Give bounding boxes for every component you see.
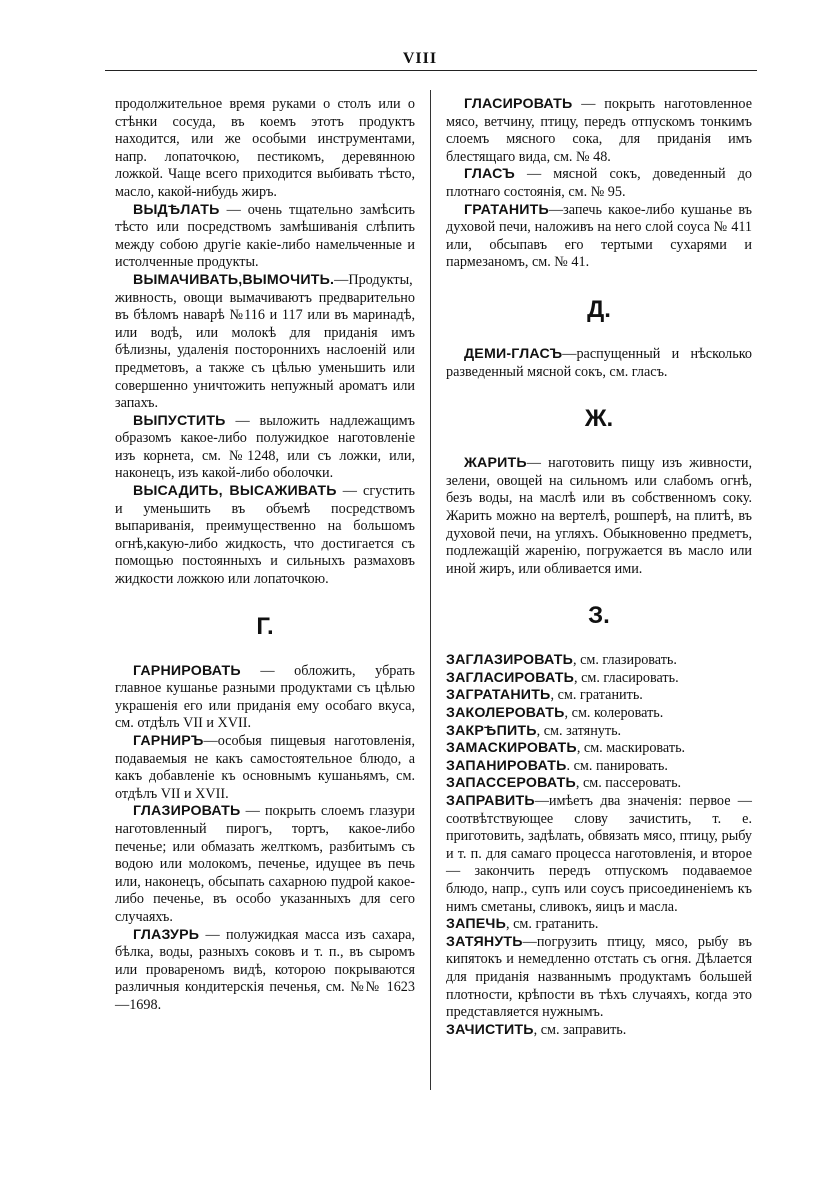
headword: ВЫДѢЛАТЬ: [133, 201, 220, 218]
headword: ЗАГРАТАНИТЬ: [446, 687, 551, 704]
definition: , см. гратанить.: [550, 687, 643, 704]
dictionary-entry: [115, 413, 415, 483]
headword: ЗАГЛАСИРОВАТЬ: [446, 669, 574, 686]
dictionary-entry: [446, 96, 752, 166]
definition: , см. глазировать.: [572, 652, 677, 669]
dictionary-entry: [446, 166, 752, 201]
dictionary-entry: [446, 793, 752, 916]
definition: , см. пассеровать.: [575, 775, 682, 792]
dictionary-entry: [115, 733, 415, 803]
definition: — обложить, убрать главное кушанье разными продуктами съ цѣлью украшенія его или приданія ему особаго вкуса, см. отдѣлъ VII и XVII.: [115, 662, 415, 732]
headword: ЗАПРАВИТЬ: [446, 793, 535, 810]
dictionary-entry: [115, 202, 415, 272]
definition: , см. затянуть.: [536, 722, 622, 739]
continued-text: продолжительное время руками о столъ или о стѣнки сосуда, въ коемъ этотъ продуктъ находится, или же особыми инструментами, напр. лопаточкою, пестикомъ, деревянною ложкой. Чаще всего приходится выбивать тѣсто, масло, какой-нибудь жиръ.: [115, 96, 415, 200]
dictionary-entry: [446, 916, 752, 934]
dictionary-entry: [446, 670, 752, 688]
dictionary-entry: [446, 455, 752, 578]
definition: , см. гратанить.: [505, 916, 599, 933]
definition: — полужидкая масса изъ сахара, бѣлка, воды, разныхъ соковъ и т. п., въ сыромъ или провареномъ видѣ, которою покрываются различныя кондитерскія печенья, см. №№ 1623—1698.: [115, 926, 415, 1013]
headword: ВЫСАДИТЬ, ВЫСАЖИВАТЬ: [133, 483, 337, 500]
dictionary-entry: [446, 1022, 752, 1040]
section-letter-z: З.: [588, 602, 610, 630]
definition: — покрыть наготовленное мясо, ветчину, птицу, передъ отпускомъ тонкимъ слоемъ мясного сока, для приданія имъ блестящаго вида, см. № 48.: [446, 96, 752, 165]
headword: ГЛАСИРОВАТЬ: [464, 96, 573, 112]
headword: ЗАПЕЧЬ: [446, 916, 506, 933]
dictionary-entry: [446, 723, 752, 741]
headword: ЗАМАСКИРОВАТЬ: [446, 740, 577, 757]
definition: — наготовить пищу изъ живности, зелени, овощей на сильномъ или слабомъ огнѣ, безъ воды, на маслѣ или въ собственномъ соку. Жарить можно на вертелѣ, рошперѣ, на плитѣ, въ духовой печи, на угляхъ. Обыкновенно предметъ, подлежащій жаренію, погружается въ масло или иной жиръ, или обливается ими.: [446, 455, 752, 577]
definition: — сгустить и уменьшить въ объемѣ посредствомъ выпариванія, преимущественно на большомъ огнѣ,какую-либо жидкость, что достигается съ помощью постоянныхъ и сильныхъ размаховъ жидкости ложкою или лопаточкою.: [115, 483, 415, 588]
definition: —Продукты, живность, овощи вымачиваютъ предварительно въ бѣломъ наварѣ №116 и 117 или въ маринадѣ, или водѣ, или молокѣ для приданія имъ бѣлизны, удаленія постороннихъ наслоеній или предметовъ, а также съ цѣлью уменьшить или совершенно уничтожить непужный ароматъ или запахъ.: [115, 271, 415, 412]
dictionary-entry: [115, 483, 415, 589]
headword: ГАРНИРОВАТЬ: [133, 662, 241, 679]
definition: —особыя пищевыя наготовленія, подаваемыя не какъ самостоятельное блюдо, а какъ добавленіе къ основнымъ кушаньямъ, см. отдѣлъ VII и XVII.: [115, 733, 415, 802]
dictionary-entry: [446, 775, 752, 793]
section-letter-d: Д.: [587, 295, 611, 323]
definition: —погрузить птицу, мясо, рыбу въ кипятокъ и немедленно отстать съ огня. Дѣлается для приданія названнымъ продуктамъ большей плотности, крѣпости въ тѣхъ случаяхъ, когда это представляется нужнымъ.: [446, 933, 752, 1021]
section-letter-zh: Ж.: [584, 405, 614, 433]
headword: ЗАЧИСТИТЬ: [446, 1021, 534, 1038]
headword: ГРАТАНИТЬ: [464, 201, 549, 218]
definition: , см. заправить.: [533, 1021, 627, 1038]
headword: ЗАПАССЕРОВАТЬ: [446, 775, 576, 792]
definition: — мясной сокъ, доведенный до плотнаго состоянія, см. № 95.: [446, 166, 752, 200]
definition: —распущенный и нѣсколько разведенный мясной сокъ, см. гласъ.: [446, 345, 752, 380]
definition: — очень тщательно замѣсить тѣсто или посредствомъ замѣшиванія слѣпить между собою другіе какіе-либо намельченные и истолченные продукты.: [115, 201, 415, 271]
dictionary-entry: [446, 934, 752, 1022]
headword: ЗАТЯНУТЬ: [446, 933, 523, 950]
headword: ЗАПАНИРОВАТЬ: [446, 757, 567, 774]
headword: ДЕМИ-ГЛАСЪ: [464, 345, 563, 362]
dictionary-entry: [115, 927, 415, 1015]
headword: ВЫПУСТИТЬ: [133, 412, 226, 429]
definition: — выложить надлежащимъ образомъ какое-либо полужидкое наготовленіе изъ корнета, см. №1248, или съ ложки, или, наконецъ, изъ какой-либо оболочки.: [115, 412, 415, 482]
headword: ЖАРИТЬ: [464, 455, 527, 472]
headword: ЗАКРѢПИТЬ: [446, 722, 537, 739]
dictionary-entry: [446, 346, 752, 381]
dictionary-entry: [446, 740, 752, 758]
left-column: [115, 96, 415, 1015]
dictionary-entry: [115, 803, 415, 926]
page-number: VIII: [402, 50, 438, 67]
headword: ЗАКОЛЕРОВАТЬ: [446, 705, 565, 722]
dictionary-entry: [446, 687, 752, 705]
dictionary-entry: [446, 758, 752, 776]
headword: ЗАГЛАЗИРОВАТЬ: [446, 652, 573, 669]
headword: ГЛАЗУРЬ: [133, 926, 200, 943]
dictionary-entry: [115, 663, 415, 733]
dictionary-entry: [446, 652, 752, 670]
dictionary-entry: [446, 202, 752, 272]
headword: ГАРНИРЪ: [133, 733, 204, 749]
definition: —имѣетъ два значенія: первое — соотвѣтствующее слову зачистить, т. е. приготовить, задѣлать, обвязать мясо, птицу, рыбу и т. п. для самаго процесса наготовленія, и второе — закончить передъ отпускомъ подаваемое блюдо, напр., супъ или соусъ присоединеніемъ къ нимъ сметаны, сливокъ, яицъ и масла.: [446, 793, 752, 915]
definition: , см. колеровать.: [564, 705, 664, 722]
right-column: [446, 96, 752, 1039]
section-letter-g: Г.: [256, 612, 274, 640]
definition: , см. маскировать.: [576, 740, 686, 757]
dictionary-entry: [115, 272, 415, 413]
definition: —запечь какое-либо кушанье въ духовой печи, наложивъ на него слой соуса № 411 или, обсыпавъ его тертыми сухарями и пармезаномъ, см. № 41.: [446, 201, 752, 271]
header-rule: [105, 70, 757, 71]
definition: — покрыть слоемъ глазури наготовленный пирогъ, тортъ, какое-либо печенье; или обмазать желткомъ, разбитымъ съ водою или молокомъ, печенье, идущее въ печь или, наконецъ, обсыпать сахарною пудрой какое-либо печенье, въ особо указанныхъ для сего случаяхъ.: [115, 803, 415, 925]
headword: ГЛАСЪ: [464, 166, 515, 183]
definition: . см. панировать.: [566, 757, 668, 774]
headword: ВЫМАЧИВАТЬ,ВЫМОЧИТЬ.: [133, 271, 335, 288]
dictionary-entry: [446, 705, 752, 723]
headword: ГЛАЗИРОВАТЬ: [133, 803, 241, 820]
definition: , см. гласировать.: [573, 669, 679, 686]
column-divider: [430, 90, 431, 1090]
